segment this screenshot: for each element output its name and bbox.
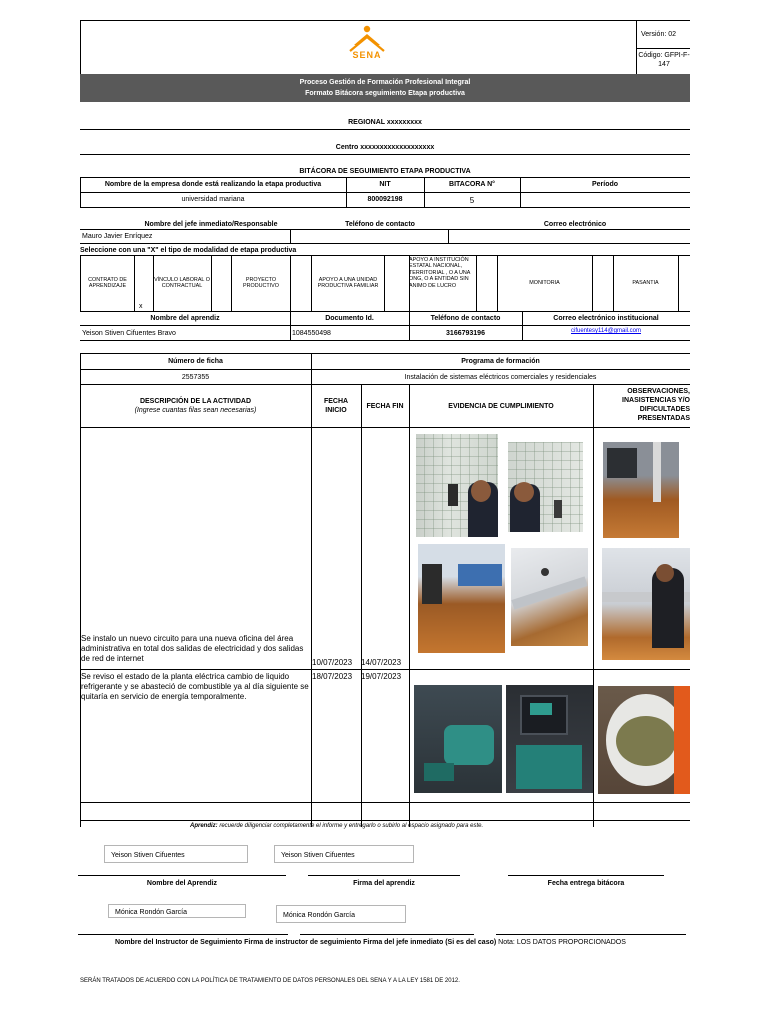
apprentice-signature-label: Firma del aprendiz — [353, 880, 415, 887]
privacy-notice: SERÁN TRATADOS DE ACUERDO CON LA POLÍTICA DE TRATAMIENTO DE DATOS PERSONALES DEL SENA Y A LA LEY 1581 DE 2012. — [80, 978, 460, 984]
rule — [80, 802, 690, 803]
rule — [80, 243, 690, 244]
process-title-band — [80, 74, 690, 102]
observations-header: OBSERVACIONES, INASISTENCIAS Y/O DIFICULTADES PRESENTADAS — [622, 388, 690, 422]
apprentice-signature-box[interactable]: Yeison Stiven Cifuentes — [274, 845, 414, 863]
rule — [80, 384, 690, 385]
period-header: Período — [591, 181, 619, 188]
rule — [80, 192, 690, 193]
rule — [80, 154, 690, 155]
rule — [134, 255, 135, 311]
bitacora-title: BITÁCORA DE SEGUIMIENTO ETAPA PRODUCTIVA — [299, 168, 471, 175]
supervisor-name-value: Mauro Javier Enríquez — [82, 233, 153, 240]
regional-label: REGIONAL xxxxxxxxx — [348, 119, 422, 126]
process-title: Proceso Gestión de Formación Profesional Integral — [299, 79, 471, 86]
rule — [80, 369, 690, 370]
rule — [409, 384, 410, 827]
rule — [80, 353, 81, 827]
apprentice-note — [190, 823, 483, 830]
activity-2-description: Se reviso el estado de la planta eléctrica cambio de liquido refrigerante y se abasteció de combustible ya al día siguiente se quitaría en servicio de energía temporalmente. — [81, 672, 309, 701]
instructor-name-box[interactable]: Mónica Rondón García — [108, 904, 246, 918]
instructor-labels: Nombre del Instructor de Seguimiento Firma de instructor de seguimiento Firma del jefe inmediato (Si es del caso) — [115, 939, 497, 946]
rule — [678, 255, 679, 311]
apprentice-name-box[interactable]: Yeison Stiven Cifuentes — [104, 845, 248, 863]
generator-part — [424, 763, 454, 781]
supervisor-name-header: Nombre del jefe inmediato/Responsable — [144, 221, 278, 228]
evidence-photo-4 — [418, 544, 505, 653]
activity-2-start: 18/07/2023 — [312, 672, 353, 681]
cable-tray — [511, 576, 587, 609]
apprentice-name-value: Yeison Stiven Cifuentes Bravo — [82, 330, 176, 337]
rule — [80, 820, 690, 821]
sena-logo-text: SENA — [352, 50, 382, 60]
modality-option-contrato: CONTRATO DE APRENDIZAJE — [88, 277, 127, 290]
centro-label: Centro xxxxxxxxxxxxxxxxxxx — [335, 144, 435, 151]
nit-header: NIT — [379, 181, 391, 188]
apprentice-phone-header: Teléfono de contacto — [430, 315, 501, 322]
nit-value: 800092198 — [367, 196, 403, 203]
signatures-labels-row — [115, 938, 626, 947]
rule — [290, 255, 291, 311]
modality-mark: x — [139, 303, 143, 310]
apprentice-email-link[interactable]: cifuentesy114@gmail.com — [570, 328, 641, 334]
modality-option-pasantia: PASANTIA — [632, 280, 659, 286]
program-header: Programa de formación — [461, 358, 540, 365]
delivery-date-label: Fecha entrega bitácora — [547, 880, 625, 887]
control-display — [530, 703, 552, 715]
activity-1-start: 10/07/2023 — [312, 658, 353, 667]
rule — [508, 875, 664, 876]
rule — [361, 384, 362, 827]
rule — [592, 255, 593, 311]
bitacora-number-header: BITACORA N° — [449, 181, 495, 188]
apprentice-name-label: Nombre del Aprendiz — [146, 880, 218, 887]
rule — [80, 340, 690, 341]
rule — [496, 934, 686, 935]
activity-1-description: Se instalo un nuevo circuito para una nueva oficina del área administrativa en total dos salidas de electricidad y dos salidas de red de internet — [81, 634, 304, 663]
activity-description-header: DESCRIPCIÓN DE LA ACTIVIDAD — [139, 398, 252, 405]
evidence-photo-6 — [602, 548, 690, 660]
header-version-divider — [636, 48, 690, 49]
rule — [80, 255, 690, 256]
wall-conduit — [653, 442, 661, 502]
modality-option-institucion: APOYO A INSTITUCIÓN ESTATAL NACIONAL, TERRITORIAL , O A UNA ONG, O A ENTIDAD SIN ANIMO DE LUCRO — [409, 257, 471, 289]
evidence-photo-1 — [416, 434, 498, 537]
end-date-header: FECHA FIN — [366, 403, 404, 410]
apprentice-doc-header: Documento Id. — [325, 315, 374, 322]
evidence-photo-7 — [414, 685, 502, 793]
rule — [80, 311, 690, 312]
activity-1-end: 14/07/2023 — [361, 658, 402, 667]
sensor — [541, 568, 549, 576]
rule — [308, 875, 460, 876]
version-label: Versión: 02 — [641, 31, 677, 38]
evidence-photo-5 — [511, 548, 588, 646]
company-name-header: Nombre de la empresa donde está realizando la etapa productiva — [104, 181, 322, 188]
modality-option-monitoria: MONITORIA — [529, 280, 560, 286]
sena-logo — [346, 24, 388, 62]
rule — [78, 934, 288, 935]
office-desk — [458, 564, 502, 586]
evidence-photo-3 — [603, 442, 679, 538]
activity-2-end: 19/07/2023 — [361, 672, 402, 681]
generator-body — [516, 745, 582, 789]
modality-option-unidad-familiar: APOYO A UNA UNIDAD PRODUCTIVA FAMILIAR — [317, 277, 379, 290]
header-divider — [636, 20, 637, 74]
rule — [384, 255, 385, 311]
evidence-photo-9 — [598, 686, 690, 794]
coolant-liquid — [616, 716, 676, 766]
electrical-box — [554, 500, 562, 518]
rule — [80, 177, 690, 178]
modality-option-proyecto: PROYECTO PRODUCTIVO — [243, 277, 279, 290]
control-panel — [520, 695, 568, 735]
rule — [448, 229, 449, 243]
generator-engine — [444, 725, 494, 765]
apprentice-email-header: Correo electrónico institucional — [553, 315, 659, 322]
evidence-header: EVIDENCIA DE CUMPLIMIENTO — [448, 403, 554, 410]
rule — [78, 875, 286, 876]
supervisor-phone-header: Teléfono de contacto — [345, 221, 415, 228]
bitacora-number-value: 5 — [469, 196, 475, 205]
rule — [80, 325, 690, 326]
supervisor-email-header: Correo electrónico — [543, 221, 607, 228]
apprentice-name-header: Nombre del aprendiz — [150, 315, 220, 322]
apprentice-note-label: Aprendiz: — [190, 823, 218, 829]
worker-head — [656, 564, 674, 582]
ficha-value: 2557355 — [181, 374, 210, 381]
apprentice-note-text: recuerde diligenciar completamente el informe y entregarlo o subirlo al espacio asignado para este. — [217, 823, 484, 829]
data-note: Nota: LOS DATOS PROPORCIONADOS — [496, 939, 626, 946]
start-date-header: FECHA INICIO — [323, 398, 349, 414]
instructor-signature-box[interactable]: Mónica Rondón García — [276, 905, 406, 923]
rule — [290, 229, 291, 243]
rule — [593, 384, 594, 827]
ficha-header: Número de ficha — [168, 358, 223, 365]
apprentice-phone-value: 3166793196 — [446, 330, 485, 337]
rule — [80, 353, 690, 354]
modality-option-vinculo: VÍNCULO LABORAL O CONTRACTUAL — [154, 277, 210, 290]
format-title: Formato Bitácora seguimiento Etapa productiva — [305, 90, 465, 97]
rule — [80, 427, 690, 428]
apprentice-doc-value: 1084550498 — [292, 330, 331, 337]
worker-head — [514, 482, 534, 502]
header-left-border — [80, 20, 81, 74]
evidence-photo-2 — [508, 442, 583, 532]
rule — [300, 934, 474, 935]
activity-description-note: (Ingrese cuantas filas sean necesarias) — [134, 407, 257, 414]
program-value: Instalación de sistemas eléctricos comerciales y residenciales — [404, 374, 597, 381]
rule — [80, 669, 690, 670]
monitor — [607, 448, 637, 478]
orange-pipe — [674, 686, 690, 794]
code-label: Código: GFPI-F-147 — [638, 52, 690, 68]
rule — [80, 207, 690, 208]
rule — [80, 129, 690, 130]
modality-instruction: Seleccione con una "X" el tipo de modalidad de etapa productiva — [80, 247, 297, 254]
worker-head — [471, 480, 491, 502]
company-name-value: universidad mariana — [181, 196, 245, 203]
header-top-border — [80, 20, 690, 21]
electrical-box — [448, 484, 458, 506]
office-chair — [422, 564, 442, 604]
rule — [80, 229, 690, 230]
evidence-photo-8 — [506, 685, 593, 793]
rule — [311, 353, 312, 827]
